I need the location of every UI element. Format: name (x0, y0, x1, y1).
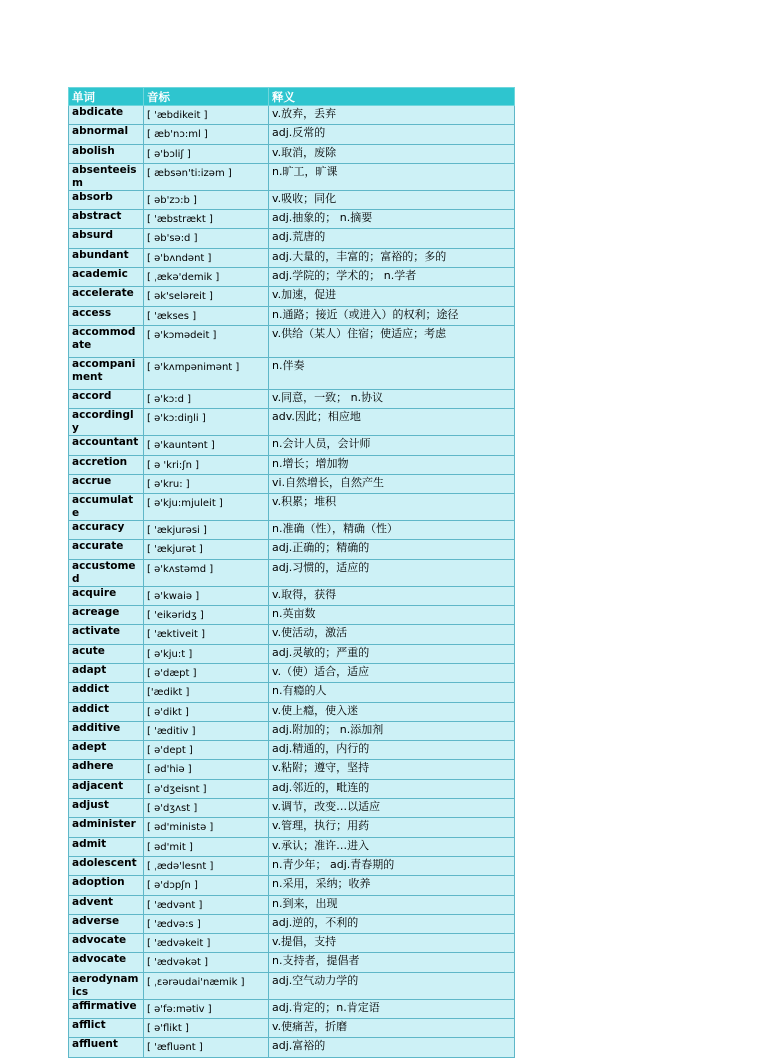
table-row (69, 972, 515, 999)
meaning-cell: adj.逆的，不利的 (269, 914, 515, 933)
word-cell: accretion (69, 455, 144, 474)
meaning-cell: adj.精通的，内行的 (269, 741, 515, 760)
phonetic-cell: [ 'æfluənt ] (144, 1038, 269, 1057)
table-row (69, 389, 515, 408)
phonetic-cell: [ ə'flikt ] (144, 1018, 269, 1037)
phonetic-cell: [ ə'kju:t ] (144, 644, 269, 663)
phonetic-cell: [ ə'dʒeisnt ] (144, 779, 269, 798)
table-row (69, 287, 515, 306)
header-row (69, 88, 515, 106)
word-cell: adverse (69, 914, 144, 933)
phonetic-cell: [ 'ækjurət ] (144, 540, 269, 559)
meaning-cell: n.通路；接近（或进入）的权利；途径 (269, 306, 515, 325)
phonetic-cell: [ ə'kɔ:diŋli ] (144, 409, 269, 436)
meaning-cell: n.采用，采纳；收养 (269, 876, 515, 895)
table-row (69, 914, 515, 933)
phonetic-cell: [ æbsən'ti:izəm ] (144, 163, 269, 190)
table-row (69, 818, 515, 837)
meaning-cell: n.增长；增加物 (269, 455, 515, 474)
meaning-cell: adj.肯定的；n.肯定语 (269, 999, 515, 1018)
phonetic-cell: [ ə 'kri:ʃn ] (144, 455, 269, 474)
word-cell: absorb (69, 190, 144, 209)
phonetic-cell: [ æb'nɔ:ml ] (144, 125, 269, 144)
meaning-cell: n.支持者，提倡者 (269, 953, 515, 972)
meaning-cell: adj.空气动力学的 (269, 972, 515, 999)
meaning-cell: n.伴奏 (269, 357, 515, 389)
word-cell: administer (69, 818, 144, 837)
meaning-cell: v.（使）适合，适应 (269, 663, 515, 682)
phonetic-cell: [ 'ædvənt ] (144, 895, 269, 914)
table-row (69, 190, 515, 209)
meaning-cell: n.英亩数 (269, 606, 515, 625)
table-row (69, 106, 515, 125)
phonetic-cell: [ 'ædvəkeit ] (144, 934, 269, 953)
word-cell: accord (69, 389, 144, 408)
word-cell: accelerate (69, 287, 144, 306)
table-row (69, 702, 515, 721)
table-row (69, 741, 515, 760)
meaning-cell: adj.学院的；学术的； n.学者 (269, 268, 515, 287)
meaning-cell: v.取消，废除 (269, 144, 515, 163)
phonetic-cell: [ 'ædvə:s ] (144, 914, 269, 933)
table-row (69, 625, 515, 644)
word-cell: accompaniment (69, 357, 144, 389)
table-row (69, 895, 515, 914)
table-row (69, 474, 515, 493)
header-word: 单词 (69, 88, 144, 106)
word-cell: abundant (69, 248, 144, 267)
meaning-cell: adj.附加的； n.添加剂 (269, 721, 515, 740)
table-row (69, 837, 515, 856)
table-row (69, 606, 515, 625)
word-cell: academic (69, 268, 144, 287)
word-cell: adapt (69, 663, 144, 682)
phonetic-cell: [ ə'kwaiə ] (144, 586, 269, 605)
phonetic-cell: [ 'ækjurəsi ] (144, 521, 269, 540)
meaning-cell: v.取得，获得 (269, 586, 515, 605)
meaning-cell: adv.因此；相应地 (269, 409, 515, 436)
table-row (69, 210, 515, 229)
word-cell: abstract (69, 210, 144, 229)
word-cell: acreage (69, 606, 144, 625)
table-row (69, 144, 515, 163)
word-cell: adoption (69, 876, 144, 895)
meaning-cell: v.管理，执行；用药 (269, 818, 515, 837)
word-cell: accrue (69, 474, 144, 493)
table-row (69, 229, 515, 248)
word-cell: adolescent (69, 856, 144, 875)
table-row (69, 683, 515, 702)
word-cell: additive (69, 721, 144, 740)
word-cell: adept (69, 741, 144, 760)
word-cell: affirmative (69, 999, 144, 1018)
word-cell: adjacent (69, 779, 144, 798)
phonetic-cell: [ ə'dept ] (144, 741, 269, 760)
table-row (69, 409, 515, 436)
meaning-cell: v.粘附；遵守，坚持 (269, 760, 515, 779)
table-row (69, 306, 515, 325)
word-cell: acquire (69, 586, 144, 605)
phonetic-cell: [ ə'kauntənt ] (144, 436, 269, 455)
word-cell: adjust (69, 799, 144, 818)
word-cell: advocate (69, 934, 144, 953)
meaning-cell: adj.习惯的，适应的 (269, 559, 515, 586)
phonetic-cell: [ ə'dæpt ] (144, 663, 269, 682)
meaning-cell: vi.自然增长，自然产生 (269, 474, 515, 493)
header-meaning: 释义 (269, 88, 515, 106)
phonetic-cell: [ ə'kɔ:d ] (144, 389, 269, 408)
meaning-cell: v.加速，促进 (269, 287, 515, 306)
table-row (69, 163, 515, 190)
phonetic-cell: [ ˌækə'demik ] (144, 268, 269, 287)
word-cell: afflict (69, 1018, 144, 1037)
table-row (69, 663, 515, 682)
word-cell: adhere (69, 760, 144, 779)
meaning-cell: adj.邻近的，毗连的 (269, 779, 515, 798)
table-row (69, 760, 515, 779)
table-row (69, 248, 515, 267)
meaning-cell: v.供给（某人）住宿；使适应；考虑 (269, 325, 515, 357)
word-cell: absurd (69, 229, 144, 248)
table-row (69, 586, 515, 605)
phonetic-cell: [ ə'kɔmədeit ] (144, 325, 269, 357)
meaning-cell: v.同意，一致； n.协议 (269, 389, 515, 408)
table-row (69, 1018, 515, 1037)
word-cell: activate (69, 625, 144, 644)
word-cell: addict (69, 702, 144, 721)
table-row (69, 540, 515, 559)
word-cell: advocate (69, 953, 144, 972)
word-cell: affluent (69, 1038, 144, 1057)
table-row (69, 325, 515, 357)
table-row (69, 953, 515, 972)
phonetic-cell: [ 'æbstrækt ] (144, 210, 269, 229)
table-row (69, 1038, 515, 1057)
table-row (69, 357, 515, 389)
word-cell: accountant (69, 436, 144, 455)
word-cell: addict (69, 683, 144, 702)
word-cell: accurate (69, 540, 144, 559)
phonetic-cell: [ əd'mit ] (144, 837, 269, 856)
table-row (69, 799, 515, 818)
table-body (69, 106, 515, 1058)
word-cell: abolish (69, 144, 144, 163)
meaning-cell: n.旷工，旷课 (269, 163, 515, 190)
phonetic-cell: [ əb'zɔ:b ] (144, 190, 269, 209)
phonetic-cell: [ ək'seləreit ] (144, 287, 269, 306)
table-row (69, 934, 515, 953)
phonetic-cell: [ 'æbdikeit ] (144, 106, 269, 125)
phonetic-cell: [ 'æditiv ] (144, 721, 269, 740)
phonetic-cell: [ ə'bʌndənt ] (144, 248, 269, 267)
meaning-cell: v.放弃，丢弃 (269, 106, 515, 125)
phonetic-cell: [ ˌɛərəudai'næmik ] (144, 972, 269, 999)
table-row (69, 999, 515, 1018)
header-phonetic: 音标 (144, 88, 269, 106)
table-row (69, 268, 515, 287)
meaning-cell: v.承认；准许…进入 (269, 837, 515, 856)
phonetic-cell: [ ə'kru: ] (144, 474, 269, 493)
word-cell: access (69, 306, 144, 325)
word-cell: abdicate (69, 106, 144, 125)
phonetic-cell: [ əd'ministə ] (144, 818, 269, 837)
phonetic-cell: [ ə'kʌstəmd ] (144, 559, 269, 586)
word-cell: absenteeism (69, 163, 144, 190)
phonetic-cell: [ ə'fə:mətiv ] (144, 999, 269, 1018)
meaning-cell: v.提倡，支持 (269, 934, 515, 953)
meaning-cell: v.使痛苦，折磨 (269, 1018, 515, 1037)
meaning-cell: n.青少年； adj.青春期的 (269, 856, 515, 875)
word-cell: aerodynamics (69, 972, 144, 999)
phonetic-cell: [ 'ækses ] (144, 306, 269, 325)
word-cell: accuracy (69, 521, 144, 540)
phonetic-cell: [ əb'sə:d ] (144, 229, 269, 248)
phonetic-cell: [ ə'kju:mjuleit ] (144, 494, 269, 521)
word-cell: accustomed (69, 559, 144, 586)
meaning-cell: n.到来，出现 (269, 895, 515, 914)
table-row (69, 856, 515, 875)
word-cell: accommodate (69, 325, 144, 357)
phonetic-cell: [ 'eikəridʒ ] (144, 606, 269, 625)
table-row (69, 644, 515, 663)
phonetic-cell: ['ædikt ] (144, 683, 269, 702)
word-cell: acute (69, 644, 144, 663)
phonetic-cell: [ ə'dʒʌst ] (144, 799, 269, 818)
meaning-cell: adj.大量的，丰富的；富裕的；多的 (269, 248, 515, 267)
meaning-cell: adj.反常的 (269, 125, 515, 144)
phonetic-cell: [ 'æktiveit ] (144, 625, 269, 644)
word-cell: advent (69, 895, 144, 914)
table-row (69, 125, 515, 144)
table-row (69, 521, 515, 540)
phonetic-cell: [ 'ædvəkət ] (144, 953, 269, 972)
meaning-cell: n.有瘾的人 (269, 683, 515, 702)
vocabulary-table (68, 87, 515, 1058)
meaning-cell: adj.抽象的； n.摘要 (269, 210, 515, 229)
meaning-cell: v.使上瘾，使入迷 (269, 702, 515, 721)
table-row (69, 559, 515, 586)
table-row (69, 436, 515, 455)
meaning-cell: v.使活动，激活 (269, 625, 515, 644)
table-row (69, 779, 515, 798)
word-cell: admit (69, 837, 144, 856)
word-cell: accumulate (69, 494, 144, 521)
meaning-cell: adj.富裕的 (269, 1038, 515, 1057)
phonetic-cell: [ ə'dɔpʃn ] (144, 876, 269, 895)
meaning-cell: adj.正确的；精确的 (269, 540, 515, 559)
meaning-cell: adj.灵敏的；严重的 (269, 644, 515, 663)
table-row (69, 876, 515, 895)
table-row (69, 721, 515, 740)
meaning-cell: n.会计人员，会计师 (269, 436, 515, 455)
phonetic-cell: [ ə'kʌmpənimənt ] (144, 357, 269, 389)
phonetic-cell: [ ə'dikt ] (144, 702, 269, 721)
meaning-cell: v.吸收；同化 (269, 190, 515, 209)
phonetic-cell: [ ə'bɔliʃ ] (144, 144, 269, 163)
meaning-cell: adj.荒唐的 (269, 229, 515, 248)
meaning-cell: v.调节，改变…以适应 (269, 799, 515, 818)
word-cell: accordingly (69, 409, 144, 436)
table-row (69, 455, 515, 474)
word-cell: abnormal (69, 125, 144, 144)
table-row (69, 494, 515, 521)
meaning-cell: v.积累；堆积 (269, 494, 515, 521)
meaning-cell: n.准确（性），精确（性） (269, 521, 515, 540)
phonetic-cell: [ əd'hiə ] (144, 760, 269, 779)
phonetic-cell: [ ˌædə'lesnt ] (144, 856, 269, 875)
